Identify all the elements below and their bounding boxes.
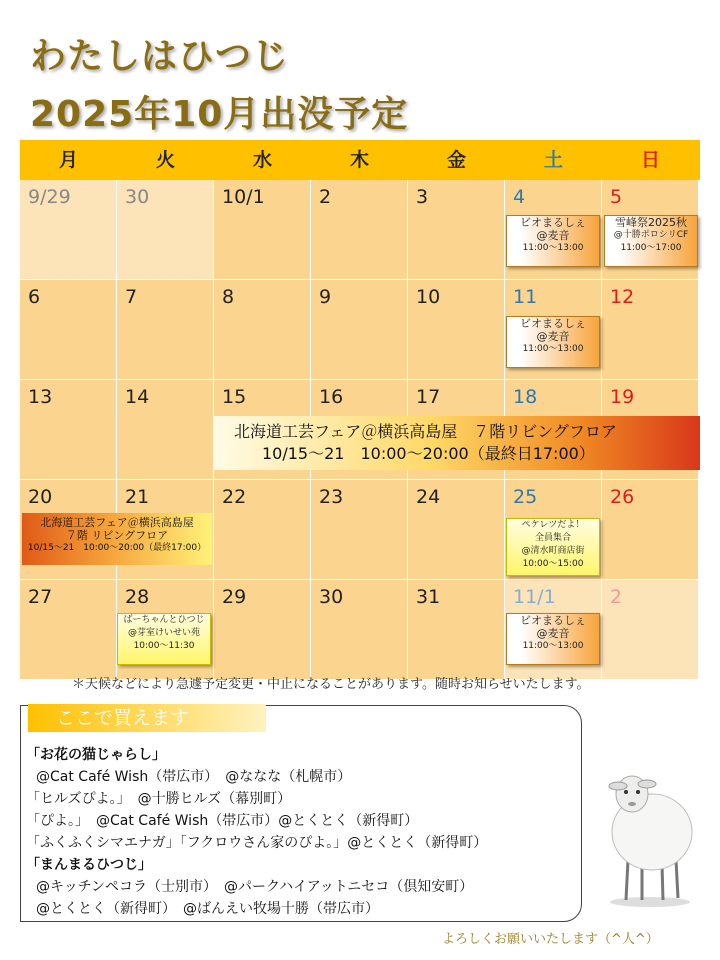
calendar-day-cell xyxy=(214,280,311,380)
event-title: ビオまるしぇ xyxy=(520,614,586,627)
day-number: 16 xyxy=(319,386,344,408)
day-number: 31 xyxy=(416,586,441,608)
calendar-day-cell xyxy=(214,180,311,280)
calendar-day-cell xyxy=(311,580,408,680)
day-number: 9/29 xyxy=(28,186,71,208)
page-title: わたしはひつじ xyxy=(30,36,290,77)
day-number: 24 xyxy=(416,486,441,508)
day-number: 17 xyxy=(416,386,441,408)
sheep-illustration xyxy=(590,760,700,910)
day-number: 22 xyxy=(222,486,247,508)
weekday-fri: 金 xyxy=(446,149,466,171)
day-number: 15 xyxy=(222,386,247,408)
day-number: 19 xyxy=(610,386,635,408)
calendar-day-cell xyxy=(117,280,214,380)
event-subtitle: 全員集合 xyxy=(534,533,571,543)
day-number: 9 xyxy=(319,286,332,308)
day-number: 14 xyxy=(125,386,150,408)
event-place: @麦音 xyxy=(536,229,570,242)
fair-small-floor: ７階 リビングフロア xyxy=(65,529,169,542)
event-fair-banner xyxy=(214,416,700,470)
day-number: 26 xyxy=(610,486,635,508)
weekday-tue: 火 xyxy=(155,149,175,171)
event-nov1 xyxy=(506,613,600,665)
day-number: 5 xyxy=(610,186,623,208)
event-fair-banner-small xyxy=(22,513,212,565)
calendar-day-cell xyxy=(20,580,117,680)
event-place: @十勝ポロシリCF xyxy=(613,230,689,240)
day-number: 11/1 xyxy=(513,586,556,608)
event-time: 11:00〜17:00 xyxy=(620,243,682,253)
event-place: @麦音 xyxy=(536,627,570,640)
day-number: 11 xyxy=(513,286,538,308)
day-number: 12 xyxy=(610,286,635,308)
calendar-day-cell xyxy=(214,580,311,680)
day-number: 3 xyxy=(416,186,429,208)
day-number: 2 xyxy=(610,586,623,608)
event-oct5 xyxy=(604,215,698,267)
shop-product: 「ヒルズぴよ。」 @十勝ヒルズ（幕別町） xyxy=(26,791,292,807)
footer-text: よろしくお願いいたします（^人^） xyxy=(442,932,659,947)
day-number: 27 xyxy=(28,586,53,608)
event-time: 11:00〜13:00 xyxy=(522,243,584,253)
day-number: 21 xyxy=(125,486,150,508)
calendar-day-cell xyxy=(20,280,117,380)
event-time: 10:00〜11:30 xyxy=(133,641,195,651)
calendar-day-cell xyxy=(117,180,214,280)
event-title: ビオまるしぇ xyxy=(520,317,586,330)
calendar-day-cell xyxy=(214,480,311,580)
event-title: ビオまるしぇ xyxy=(520,216,586,229)
day-number: 20 xyxy=(28,486,53,508)
event-place: @芽室けいせい苑 xyxy=(127,628,200,638)
weekday-mon: 月 xyxy=(58,149,78,171)
calendar xyxy=(20,140,700,651)
fair-small-title: 北海道工芸フェア＠横浜高島屋 xyxy=(40,516,194,529)
day-number: 10 xyxy=(416,286,441,308)
calendar-day-cell xyxy=(408,580,505,680)
notice-text: ＊天候などにより急遽予定変更・中止になることがあります。随時お知らせいたします。 xyxy=(72,677,590,692)
day-number: 29 xyxy=(222,586,247,608)
calendar-day-cell xyxy=(602,280,699,380)
weekday-sun: 日 xyxy=(640,149,660,171)
event-oct28 xyxy=(117,613,211,665)
calendar-day-cell xyxy=(408,480,505,580)
calendar-day-cell xyxy=(311,180,408,280)
weekday-thu: 木 xyxy=(349,149,369,171)
event-time: 11:00〜13:00 xyxy=(522,344,584,354)
event-oct11 xyxy=(506,316,600,368)
event-oct25 xyxy=(506,518,600,576)
calendar-day-cell xyxy=(117,380,214,480)
calendar-day-cell xyxy=(408,280,505,380)
day-number: 28 xyxy=(125,586,150,608)
day-number: 13 xyxy=(28,386,53,408)
event-time: 11:00〜13:00 xyxy=(522,641,584,651)
event-title: 雪峰祭2025秋 xyxy=(615,216,687,229)
day-number: 10/1 xyxy=(222,186,265,208)
event-place: @麦音 xyxy=(536,330,570,343)
day-number: 4 xyxy=(513,186,526,208)
shop-location: @Cat Café Wish（帯広市） @ななな（札幌市） xyxy=(36,769,352,785)
event-oct4 xyxy=(506,215,600,267)
calendar-day-cell xyxy=(20,380,117,480)
calendar-day-cell xyxy=(602,580,699,680)
day-number: 23 xyxy=(319,486,344,508)
event-title: ペケレツだよ！ xyxy=(521,520,585,530)
day-number: 8 xyxy=(222,286,235,308)
day-number: 6 xyxy=(28,286,41,308)
weekday-sat: 土 xyxy=(543,149,563,171)
page-subtitle: 2025年10月出没予定 xyxy=(30,94,409,135)
day-number: 18 xyxy=(513,386,538,408)
fair-title: 北海道工芸フェア＠横浜高島屋 ７階リビングフロア xyxy=(234,422,617,441)
fair-time: 10/15〜21 10:00〜20:00（最終日17:00） xyxy=(262,444,595,463)
calendar-day-cell xyxy=(408,180,505,280)
day-number: 7 xyxy=(125,286,138,308)
weekday-wed: 水 xyxy=(252,149,272,171)
shop-product: 「ふくふくシマエナガ」「フクロウさん家のぴよ。」@とくとく（新得町） xyxy=(26,835,488,851)
shop-product: 「まんまるひつじ」 xyxy=(26,857,152,873)
shop-product: 「お花の猫じゃらし」 xyxy=(26,747,166,763)
day-number: 25 xyxy=(513,486,538,508)
fair-small-time: 10/15〜21 10:00〜20:00（最終17:00） xyxy=(27,543,207,553)
shop-location: @とくとく（新得町） @ばんえい牧場十勝（帯広市） xyxy=(36,901,379,917)
day-number: 30 xyxy=(125,186,150,208)
event-title: ばーちゃんとひつじ xyxy=(123,615,205,625)
event-time: 10:00〜15:00 xyxy=(522,559,584,569)
day-number: 30 xyxy=(319,586,344,608)
event-place: @清水町商店街 xyxy=(521,546,585,556)
calendar-day-cell xyxy=(311,280,408,380)
calendar-day-cell xyxy=(311,480,408,580)
shop-location: @キッチンペコラ（士別市） @パークハイアットニセコ（倶知安町） xyxy=(36,879,474,895)
calendar-day-cell xyxy=(20,180,117,280)
shop-header: ここで買えます xyxy=(28,704,266,732)
day-number: 2 xyxy=(319,186,332,208)
shop-product: 「ぴよ。」 @Cat Café Wish（帯広市）@とくとく（新得町） xyxy=(26,813,419,829)
calendar-day-cell xyxy=(602,480,699,580)
weekday-header xyxy=(20,140,700,180)
